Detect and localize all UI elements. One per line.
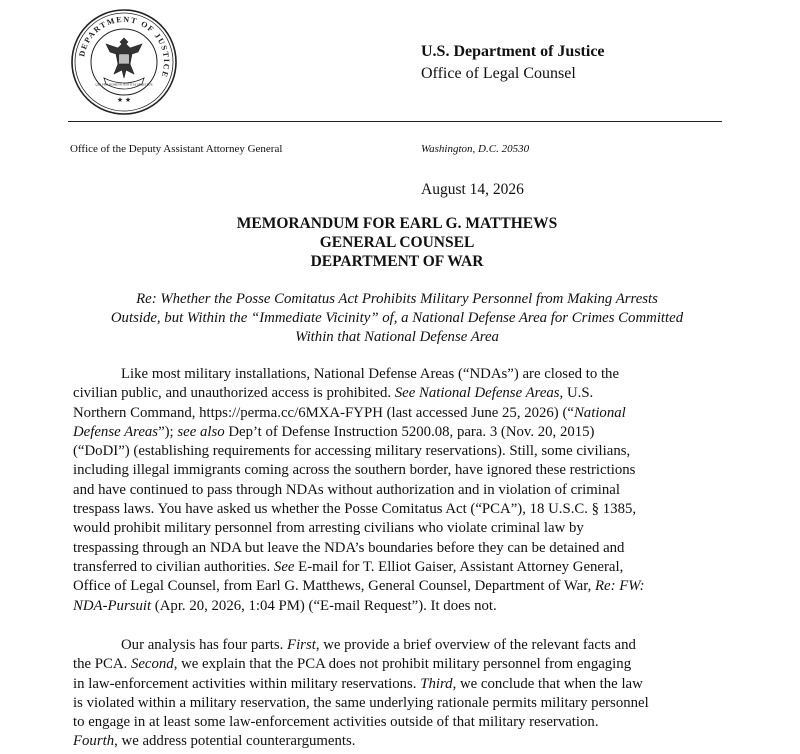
text-line: trespass laws. You have asked us whether the Posse Comitatus Act (“PCA”), 18 U.S.C. § 1385, — [73, 501, 637, 518]
re-line-text: Re: Whether the Posse Comitatus Act Prohibits Military Personnel from Making Arrests — [136, 291, 658, 307]
header-divider — [68, 121, 722, 122]
department-name: U.S. Department of Justice — [421, 43, 605, 60]
seal-ring-text: DEPARTMENT OF JUSTICE — [77, 14, 172, 80]
text-line: trespassing through an NDA but leave the NDA’s boundaries before they can be detained and — [73, 539, 625, 556]
text-line: (“DoDI”) (establishing requirements for accessing military reservations). Still, some civilians, — [73, 443, 631, 460]
re-line-text: Within that National Defense Area — [295, 329, 499, 345]
paragraph-1 — [73, 365, 723, 616]
memo-heading-line: DEPARTMENT OF WAR — [310, 253, 484, 270]
text-line: the PCA. Second, we explain that the PCA does not prohibit military personnel from engaging — [73, 656, 632, 673]
text-line: Fourth, we address potential counterarguments. — [73, 733, 356, 750]
paragraph-2 — [73, 636, 723, 752]
doj-seal-icon — [70, 8, 178, 116]
office-name: Office of Legal Counsel — [421, 65, 576, 82]
text-line: Defense Areas”); see also Dep’t of Defense Instruction 5200.08, para. 3 (Nov. 20, 2015) — [73, 423, 595, 440]
memo-heading-line: GENERAL COUNSEL — [319, 234, 475, 251]
text-line: Office of Legal Counsel, from Earl G. Matthews, General Counsel, Department of War, Re: FW: — [73, 578, 645, 595]
re-line — [70, 290, 724, 347]
letterhead — [421, 41, 605, 85]
city-address: Washington, D.C. 20530 — [421, 143, 530, 155]
text-line: in law-enforcement activities within military reservations. Third, we conclude that when the law — [73, 675, 643, 692]
text-line: Northern Command, https://perma.cc/6MXA-FYPH (last accessed June 25, 2026) (“National — [73, 404, 626, 421]
text-line: including illegal immigrants coming across the southern border, have ignored these restrictions — [73, 462, 636, 479]
text-line: would prohibit military personnel from arresting civilians who violate criminal law by — [73, 520, 584, 537]
text-line: transferred to civilian authorities. See E-mail for T. Elliot Gaiser, Assistant Attorney General, — [73, 558, 624, 575]
text-line: Our analysis has four parts. First, we provide a brief overview of the relevant facts and — [121, 637, 636, 653]
sub-office: Office of the Deputy Assistant Attorney General — [70, 143, 283, 155]
text-line: to engage in at least some law-enforcement activities outside of that military reservation. — [73, 714, 599, 731]
memo-heading — [70, 214, 724, 271]
re-line-text: Outside, but Within the “Immediate Vicinity” of, a National Defense Area for Crimes Committed — [110, 310, 684, 326]
svg-text:★ ★: ★ ★ — [116, 96, 132, 104]
memo-date: August 14, 2026 — [421, 181, 524, 198]
memo-heading-line: MEMORANDUM FOR EARL G. MATTHEWS — [236, 215, 558, 232]
text-line: Like most military installations, National Defense Areas (“NDAs”) are closed to the — [121, 366, 620, 382]
text-line: is violated within a military reservation, the same underlying rationale permits military personnel — [73, 694, 649, 711]
text-line: and have continued to pass through NDAs without authorization and in violation of criminal — [73, 481, 620, 498]
text-line: civilian public, and unauthorized access is prohibited. See National Defense Areas, U.S. — [73, 385, 594, 402]
text-line: NDA-Pursuit (Apr. 20, 2026, 1:04 PM) (“E-mail Request”). It does not. — [73, 597, 497, 614]
seal-motto: QUI PRO DOMINA JUSTITIA SEQUITUR — [95, 82, 153, 87]
